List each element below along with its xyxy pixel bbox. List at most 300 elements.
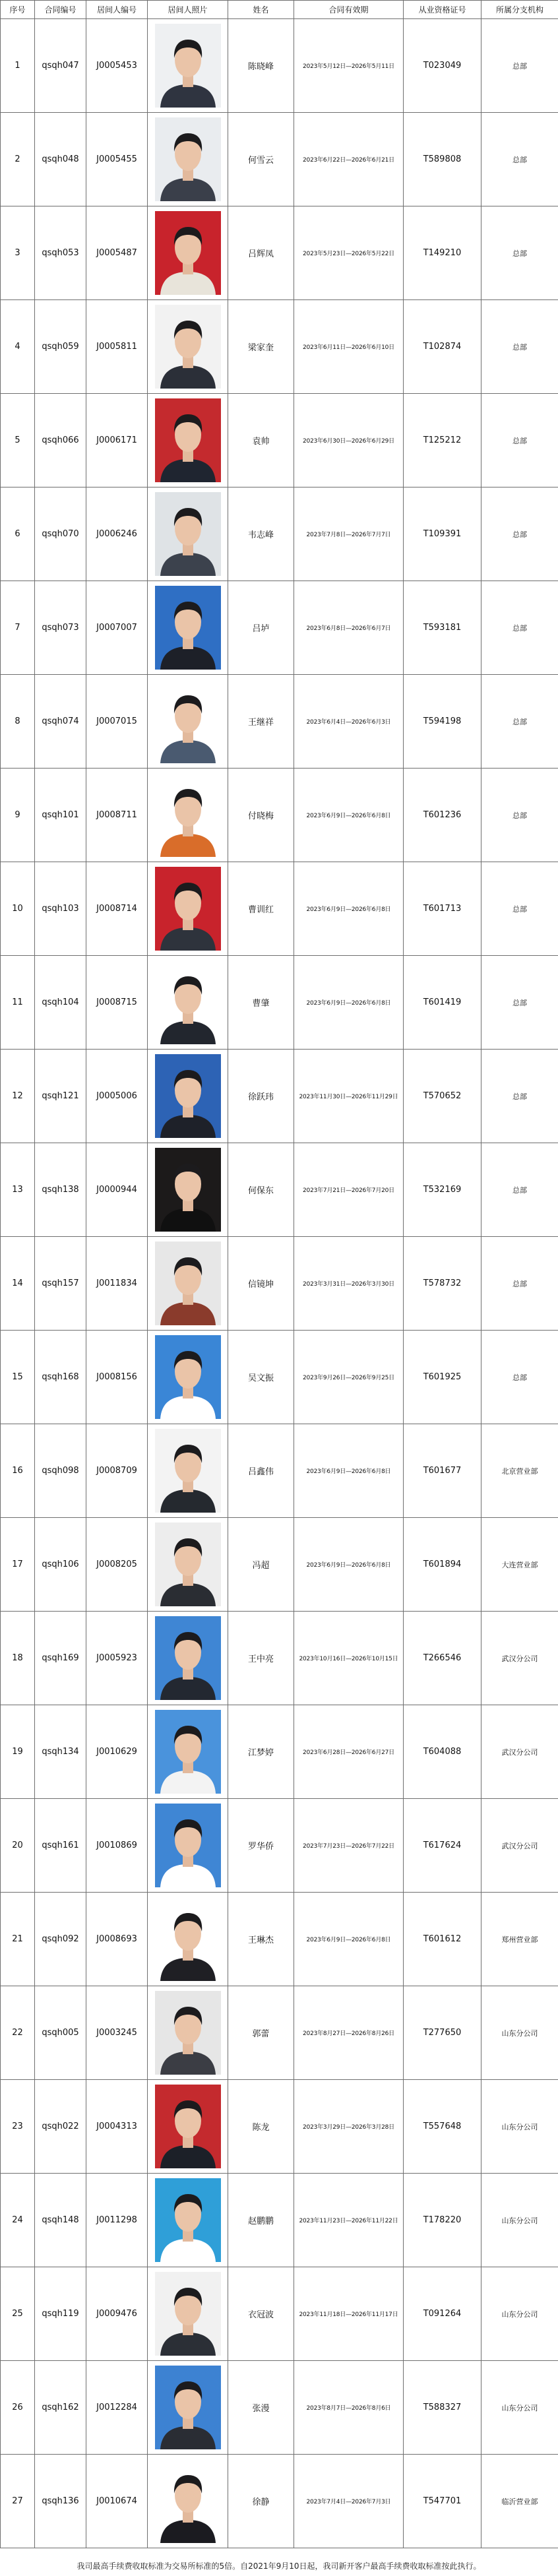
broker-photo xyxy=(155,679,221,763)
header-row xyxy=(1,1,558,19)
broker-photo xyxy=(155,1335,221,1419)
cell-branch: 山东分公司 xyxy=(481,2174,558,2267)
person-portrait-icon xyxy=(155,679,221,763)
cell-broker-id: J0012284 xyxy=(86,2361,148,2455)
cell-name: 江梦婷 xyxy=(228,1705,294,1799)
cell-broker-id: J0010869 xyxy=(86,1799,148,1893)
table-row xyxy=(1,1986,558,2080)
cell-contract: qsqh161 xyxy=(35,1799,86,1893)
cell-term: 2023年6月28日—2026年6月27日 xyxy=(294,1705,404,1799)
table-row xyxy=(1,1705,558,1799)
cell-photo xyxy=(148,675,228,769)
cell-name: 徐跃玮 xyxy=(228,1050,294,1143)
cell-contract: qsqh047 xyxy=(35,19,86,113)
cell-photo xyxy=(148,1612,228,1705)
header-branch: 所属分支机构 xyxy=(481,1,558,19)
cell-broker-id: J0008711 xyxy=(86,769,148,862)
table-row xyxy=(1,581,558,675)
table-row xyxy=(1,1799,558,1893)
cell-contract: qsqh104 xyxy=(35,956,86,1050)
cell-branch: 总部 xyxy=(481,1237,558,1331)
cell-name: 王继祥 xyxy=(228,675,294,769)
cell-name: 罗华侨 xyxy=(228,1799,294,1893)
cell-name: 赵鹏鹏 xyxy=(228,2174,294,2267)
cell-broker-id: J0008156 xyxy=(86,1331,148,1424)
cell-broker-id: J0008205 xyxy=(86,1518,148,1612)
cell-no: 17 xyxy=(1,1518,35,1612)
table-row xyxy=(1,19,558,113)
cell-name: 徐静 xyxy=(228,2455,294,2548)
cell-photo xyxy=(148,206,228,300)
cell-cert: T601612 xyxy=(404,1893,481,1986)
person-portrait-icon xyxy=(155,1335,221,1419)
cell-name: 何雪云 xyxy=(228,113,294,206)
cell-cert: T617624 xyxy=(404,1799,481,1893)
cell-cert: T588327 xyxy=(404,2361,481,2455)
cell-photo xyxy=(148,1705,228,1799)
cell-branch: 总部 xyxy=(481,113,558,206)
cell-branch: 总部 xyxy=(481,1050,558,1143)
cell-no: 1 xyxy=(1,19,35,113)
person-portrait-icon xyxy=(155,2085,221,2168)
person-portrait-icon xyxy=(155,2366,221,2449)
cell-broker-id: J0010629 xyxy=(86,1705,148,1799)
cell-photo xyxy=(148,394,228,487)
broker-photo xyxy=(155,2272,221,2356)
table-row xyxy=(1,1424,558,1518)
broker-photo xyxy=(155,398,221,482)
cell-branch: 总部 xyxy=(481,675,558,769)
cell-term: 2023年11月23日—2026年11月22日 xyxy=(294,2174,404,2267)
cell-no: 14 xyxy=(1,1237,35,1331)
cell-no: 21 xyxy=(1,1893,35,1986)
broker-photo xyxy=(155,305,221,389)
cell-photo xyxy=(148,1893,228,1986)
cell-name: 何保东 xyxy=(228,1143,294,1237)
cell-cert: T277650 xyxy=(404,1986,481,2080)
cell-cert: T109391 xyxy=(404,487,481,581)
cell-contract: qsqh162 xyxy=(35,2361,86,2455)
cell-cert: T102874 xyxy=(404,300,481,394)
cell-contract: qsqh005 xyxy=(35,1986,86,2080)
cell-term: 2023年9月26日—2026年9月25日 xyxy=(294,1331,404,1424)
broker-photo xyxy=(155,1523,221,1606)
cell-cert: T589808 xyxy=(404,113,481,206)
table-row xyxy=(1,113,558,206)
cell-photo xyxy=(148,1237,228,1331)
broker-photo xyxy=(155,1429,221,1513)
broker-photo xyxy=(155,2085,221,2168)
cell-term: 2023年6月9日—2026年6月8日 xyxy=(294,769,404,862)
cell-contract: qsqh022 xyxy=(35,2080,86,2174)
cell-branch: 总部 xyxy=(481,1331,558,1424)
cell-cert: T125212 xyxy=(404,394,481,487)
cell-cert: T532169 xyxy=(404,1143,481,1237)
cell-no: 26 xyxy=(1,2361,35,2455)
cell-broker-id: J0008714 xyxy=(86,862,148,956)
person-portrait-icon xyxy=(155,2178,221,2262)
cell-branch: 武汉分公司 xyxy=(481,1705,558,1799)
cell-branch: 总部 xyxy=(481,487,558,581)
cell-broker-id: J0010674 xyxy=(86,2455,148,2548)
cell-photo xyxy=(148,113,228,206)
header-cert: 从业资格证号 xyxy=(404,1,481,19)
cell-name: 冯超 xyxy=(228,1518,294,1612)
cell-broker-id: J0007015 xyxy=(86,675,148,769)
table-row xyxy=(1,2361,558,2455)
broker-photo xyxy=(155,2366,221,2449)
cell-broker-id: J0011298 xyxy=(86,2174,148,2267)
cell-broker-id: J0005455 xyxy=(86,113,148,206)
table-row xyxy=(1,487,558,581)
cell-contract: qsqh059 xyxy=(35,300,86,394)
cell-contract: qsqh168 xyxy=(35,1331,86,1424)
cell-name: 王中亮 xyxy=(228,1612,294,1705)
cell-term: 2023年7月4日—2026年7月3日 xyxy=(294,2455,404,2548)
cell-no: 5 xyxy=(1,394,35,487)
cell-no: 27 xyxy=(1,2455,35,2548)
cell-no: 23 xyxy=(1,2080,35,2174)
person-portrait-icon xyxy=(155,24,221,108)
person-portrait-icon xyxy=(155,773,221,857)
cell-cert: T149210 xyxy=(404,206,481,300)
cell-name: 梁家奎 xyxy=(228,300,294,394)
cell-contract: qsqh098 xyxy=(35,1424,86,1518)
cell-cert: T601925 xyxy=(404,1331,481,1424)
person-portrait-icon xyxy=(155,2459,221,2543)
cell-photo xyxy=(148,581,228,675)
cell-cert: T266546 xyxy=(404,1612,481,1705)
cell-no: 22 xyxy=(1,1986,35,2080)
header-no: 序号 xyxy=(1,1,35,19)
cell-no: 12 xyxy=(1,1050,35,1143)
cell-cert: T601713 xyxy=(404,862,481,956)
cell-broker-id: J0009476 xyxy=(86,2267,148,2361)
cell-no: 2 xyxy=(1,113,35,206)
cell-term: 2023年11月30日—2026年11月29日 xyxy=(294,1050,404,1143)
cell-photo xyxy=(148,2455,228,2548)
cell-photo xyxy=(148,2361,228,2455)
cell-name: 郭蕾 xyxy=(228,1986,294,2080)
cell-broker-id: J0005006 xyxy=(86,1050,148,1143)
cell-term: 2023年6月9日—2026年6月8日 xyxy=(294,1893,404,1986)
cell-photo xyxy=(148,19,228,113)
cell-contract: qsqh138 xyxy=(35,1143,86,1237)
cell-name: 曹训红 xyxy=(228,862,294,956)
cell-cert: T601894 xyxy=(404,1518,481,1612)
cell-broker-id: J0004313 xyxy=(86,2080,148,2174)
cell-term: 2023年6月30日—2026年6月29日 xyxy=(294,394,404,487)
table-row xyxy=(1,2455,558,2548)
cell-cert: T578732 xyxy=(404,1237,481,1331)
cell-branch: 山东分公司 xyxy=(481,2267,558,2361)
cell-broker-id: J0007007 xyxy=(86,581,148,675)
cell-term: 2023年6月8日—2026年6月7日 xyxy=(294,581,404,675)
cell-photo xyxy=(148,2080,228,2174)
table-row xyxy=(1,394,558,487)
table-row xyxy=(1,675,558,769)
cell-term: 2023年3月31日—2026年3月30日 xyxy=(294,1237,404,1331)
broker-photo xyxy=(155,1148,221,1232)
cell-branch: 武汉分公司 xyxy=(481,1799,558,1893)
cell-name: 吴文振 xyxy=(228,1331,294,1424)
cell-branch: 北京营业部 xyxy=(481,1424,558,1518)
cell-contract: qsqh119 xyxy=(35,2267,86,2361)
person-portrait-icon xyxy=(155,117,221,201)
cell-contract: qsqh103 xyxy=(35,862,86,956)
cell-branch: 总部 xyxy=(481,769,558,862)
table-header xyxy=(1,1,558,19)
cell-cert: T178220 xyxy=(404,2174,481,2267)
cell-no: 18 xyxy=(1,1612,35,1705)
person-portrait-icon xyxy=(155,586,221,670)
cell-branch: 大连营业部 xyxy=(481,1518,558,1612)
table-row xyxy=(1,1143,558,1237)
person-portrait-icon xyxy=(155,1523,221,1606)
person-portrait-icon xyxy=(155,1991,221,2075)
broker-photo xyxy=(155,1991,221,2075)
cell-name: 张漫 xyxy=(228,2361,294,2455)
person-portrait-icon xyxy=(155,1897,221,1981)
cell-cert: T091264 xyxy=(404,2267,481,2361)
broker-photo xyxy=(155,867,221,951)
cell-branch: 山东分公司 xyxy=(481,1986,558,2080)
broker-photo xyxy=(155,1054,221,1138)
person-portrait-icon xyxy=(155,211,221,295)
cell-name: 曹肇 xyxy=(228,956,294,1050)
cell-term: 2023年5月23日—2026年5月22日 xyxy=(294,206,404,300)
cell-term: 2023年8月27日—2026年8月26日 xyxy=(294,1986,404,2080)
cell-no: 25 xyxy=(1,2267,35,2361)
cell-photo xyxy=(148,1424,228,1518)
table-row xyxy=(1,1237,558,1331)
table-row xyxy=(1,1331,558,1424)
broker-photo xyxy=(155,586,221,670)
header-name: 姓名 xyxy=(228,1,294,19)
person-portrait-icon xyxy=(155,1804,221,1887)
cell-no: 15 xyxy=(1,1331,35,1424)
broker-photo xyxy=(155,1897,221,1981)
cell-contract: qsqh157 xyxy=(35,1237,86,1331)
cell-broker-id: J0011834 xyxy=(86,1237,148,1331)
person-portrait-icon xyxy=(155,1054,221,1138)
cell-term: 2023年5月12日—2026年5月11日 xyxy=(294,19,404,113)
cell-broker-id: J0003245 xyxy=(86,1986,148,2080)
cell-cert: T023049 xyxy=(404,19,481,113)
cell-contract: qsqh053 xyxy=(35,206,86,300)
person-portrait-icon xyxy=(155,1616,221,1700)
cell-term: 2023年7月23日—2026年7月22日 xyxy=(294,1799,404,1893)
cell-name: 吕垆 xyxy=(228,581,294,675)
cell-no: 8 xyxy=(1,675,35,769)
broker-photo xyxy=(155,1241,221,1325)
cell-contract: qsqh136 xyxy=(35,2455,86,2548)
cell-name: 衣冠波 xyxy=(228,2267,294,2361)
cell-no: 4 xyxy=(1,300,35,394)
cell-broker-id: J0006246 xyxy=(86,487,148,581)
cell-no: 24 xyxy=(1,2174,35,2267)
broker-photo xyxy=(155,773,221,857)
cell-contract: qsqh121 xyxy=(35,1050,86,1143)
person-portrait-icon xyxy=(155,1148,221,1232)
table-row xyxy=(1,1050,558,1143)
cell-photo xyxy=(148,300,228,394)
cell-no: 19 xyxy=(1,1705,35,1799)
table-row xyxy=(1,2267,558,2361)
cell-branch: 总部 xyxy=(481,394,558,487)
header-broker-id: 居间人编号 xyxy=(86,1,148,19)
person-portrait-icon xyxy=(155,1429,221,1513)
cell-branch: 山东分公司 xyxy=(481,2361,558,2455)
broker-photo xyxy=(155,117,221,201)
cell-photo xyxy=(148,1986,228,2080)
table-row xyxy=(1,1893,558,1986)
cell-name: 袁帅 xyxy=(228,394,294,487)
cell-photo xyxy=(148,487,228,581)
cell-cert: T601419 xyxy=(404,956,481,1050)
cell-contract: qsqh134 xyxy=(35,1705,86,1799)
table-row xyxy=(1,2174,558,2267)
cell-contract: qsqh074 xyxy=(35,675,86,769)
cell-photo xyxy=(148,2267,228,2361)
person-portrait-icon xyxy=(155,492,221,576)
table-row xyxy=(1,1612,558,1705)
broker-photo xyxy=(155,211,221,295)
cell-term: 2023年8月7日—2026年8月6日 xyxy=(294,2361,404,2455)
cell-cert: T557648 xyxy=(404,2080,481,2174)
cell-branch: 临沂营业部 xyxy=(481,2455,558,2548)
cell-term: 2023年10月16日—2026年10月15日 xyxy=(294,1612,404,1705)
cell-photo xyxy=(148,1143,228,1237)
cell-broker-id: J0005811 xyxy=(86,300,148,394)
cell-photo xyxy=(148,769,228,862)
cell-name: 吕鑫伟 xyxy=(228,1424,294,1518)
broker-photo xyxy=(155,2178,221,2262)
cell-cert: T594198 xyxy=(404,675,481,769)
cell-broker-id: J0008693 xyxy=(86,1893,148,1986)
cell-name: 吕辉凤 xyxy=(228,206,294,300)
header-term: 合同有效期 xyxy=(294,1,404,19)
cell-photo xyxy=(148,862,228,956)
cell-contract: qsqh066 xyxy=(35,394,86,487)
cell-term: 2023年3月29日—2026年3月28日 xyxy=(294,2080,404,2174)
table-row xyxy=(1,206,558,300)
cell-broker-id: J0008709 xyxy=(86,1424,148,1518)
broker-photo xyxy=(155,960,221,1044)
person-portrait-icon xyxy=(155,960,221,1044)
cell-contract: qsqh101 xyxy=(35,769,86,862)
person-portrait-icon xyxy=(155,305,221,389)
cell-broker-id: J0005487 xyxy=(86,206,148,300)
cell-no: 13 xyxy=(1,1143,35,1237)
cell-branch: 总部 xyxy=(481,956,558,1050)
person-portrait-icon xyxy=(155,867,221,951)
table-body xyxy=(1,19,558,2548)
table-row xyxy=(1,769,558,862)
cell-photo xyxy=(148,2174,228,2267)
fee-standard-note: 我司最高手续费收取标准为交易所标准的5倍。自2021年9月10日起，我司新开客户最高手续费收取标准按此执行。 xyxy=(77,2561,481,2571)
cell-contract: qsqh048 xyxy=(35,113,86,206)
cell-photo xyxy=(148,1518,228,1612)
cell-branch: 总部 xyxy=(481,206,558,300)
table-row xyxy=(1,862,558,956)
broker-photo xyxy=(155,1616,221,1700)
cell-term: 2023年6月11日—2026年6月10日 xyxy=(294,300,404,394)
cell-no: 6 xyxy=(1,487,35,581)
cell-cert: T601677 xyxy=(404,1424,481,1518)
cell-branch: 总部 xyxy=(481,300,558,394)
header-photo: 居间人照片 xyxy=(148,1,228,19)
cell-broker-id: J0000944 xyxy=(86,1143,148,1237)
cell-no: 9 xyxy=(1,769,35,862)
cell-term: 2023年11月18日—2026年11月17日 xyxy=(294,2267,404,2361)
person-portrait-icon xyxy=(155,2272,221,2356)
cell-name: 王琳杰 xyxy=(228,1893,294,1986)
cell-branch: 山东分公司 xyxy=(481,2080,558,2174)
cell-branch: 总部 xyxy=(481,862,558,956)
cell-cert: T601236 xyxy=(404,769,481,862)
cell-contract: qsqh106 xyxy=(35,1518,86,1612)
table-row xyxy=(1,1518,558,1612)
cell-photo xyxy=(148,1050,228,1143)
cell-term: 2023年7月21日—2026年7月20日 xyxy=(294,1143,404,1237)
cell-name: 付晓梅 xyxy=(228,769,294,862)
cell-cert: T604088 xyxy=(404,1705,481,1799)
cell-no: 3 xyxy=(1,206,35,300)
broker-photo xyxy=(155,24,221,108)
cell-broker-id: J0005453 xyxy=(86,19,148,113)
cell-broker-id: J0008715 xyxy=(86,956,148,1050)
broker-photo xyxy=(155,492,221,576)
table-row xyxy=(1,2080,558,2174)
cell-branch: 郑州营业部 xyxy=(481,1893,558,1986)
cell-no: 10 xyxy=(1,862,35,956)
table-row xyxy=(1,956,558,1050)
cell-branch: 武汉分公司 xyxy=(481,1612,558,1705)
cell-contract: qsqh169 xyxy=(35,1612,86,1705)
cell-term: 2023年6月4日—2026年6月3日 xyxy=(294,675,404,769)
person-portrait-icon xyxy=(155,1710,221,1794)
cell-no: 20 xyxy=(1,1799,35,1893)
cell-term: 2023年6月9日—2026年6月8日 xyxy=(294,1424,404,1518)
broker-photo xyxy=(155,2459,221,2543)
cell-cert: T570652 xyxy=(404,1050,481,1143)
cell-cert: T547701 xyxy=(404,2455,481,2548)
cell-name: 韦志峰 xyxy=(228,487,294,581)
cell-term: 2023年6月22日—2026年6月21日 xyxy=(294,113,404,206)
table-row xyxy=(1,300,558,394)
cell-contract: qsqh092 xyxy=(35,1893,86,1986)
cell-branch: 总部 xyxy=(481,1143,558,1237)
cell-branch: 总部 xyxy=(481,19,558,113)
cell-branch: 总部 xyxy=(481,581,558,675)
header-contract: 合同编号 xyxy=(35,1,86,19)
cell-term: 2023年6月9日—2026年6月8日 xyxy=(294,862,404,956)
cell-contract: qsqh148 xyxy=(35,2174,86,2267)
cell-broker-id: J0005923 xyxy=(86,1612,148,1705)
cell-photo xyxy=(148,1331,228,1424)
broker-photo xyxy=(155,1804,221,1887)
cell-contract: qsqh073 xyxy=(35,581,86,675)
cell-no: 16 xyxy=(1,1424,35,1518)
cell-contract: qsqh070 xyxy=(35,487,86,581)
cell-name: 信镜坤 xyxy=(228,1237,294,1331)
person-portrait-icon xyxy=(155,398,221,482)
cell-name: 陈龙 xyxy=(228,2080,294,2174)
cell-name: 陈晓峰 xyxy=(228,19,294,113)
cell-term: 2023年7月8日—2026年7月7日 xyxy=(294,487,404,581)
cell-term: 2023年6月9日—2026年6月8日 xyxy=(294,1518,404,1612)
